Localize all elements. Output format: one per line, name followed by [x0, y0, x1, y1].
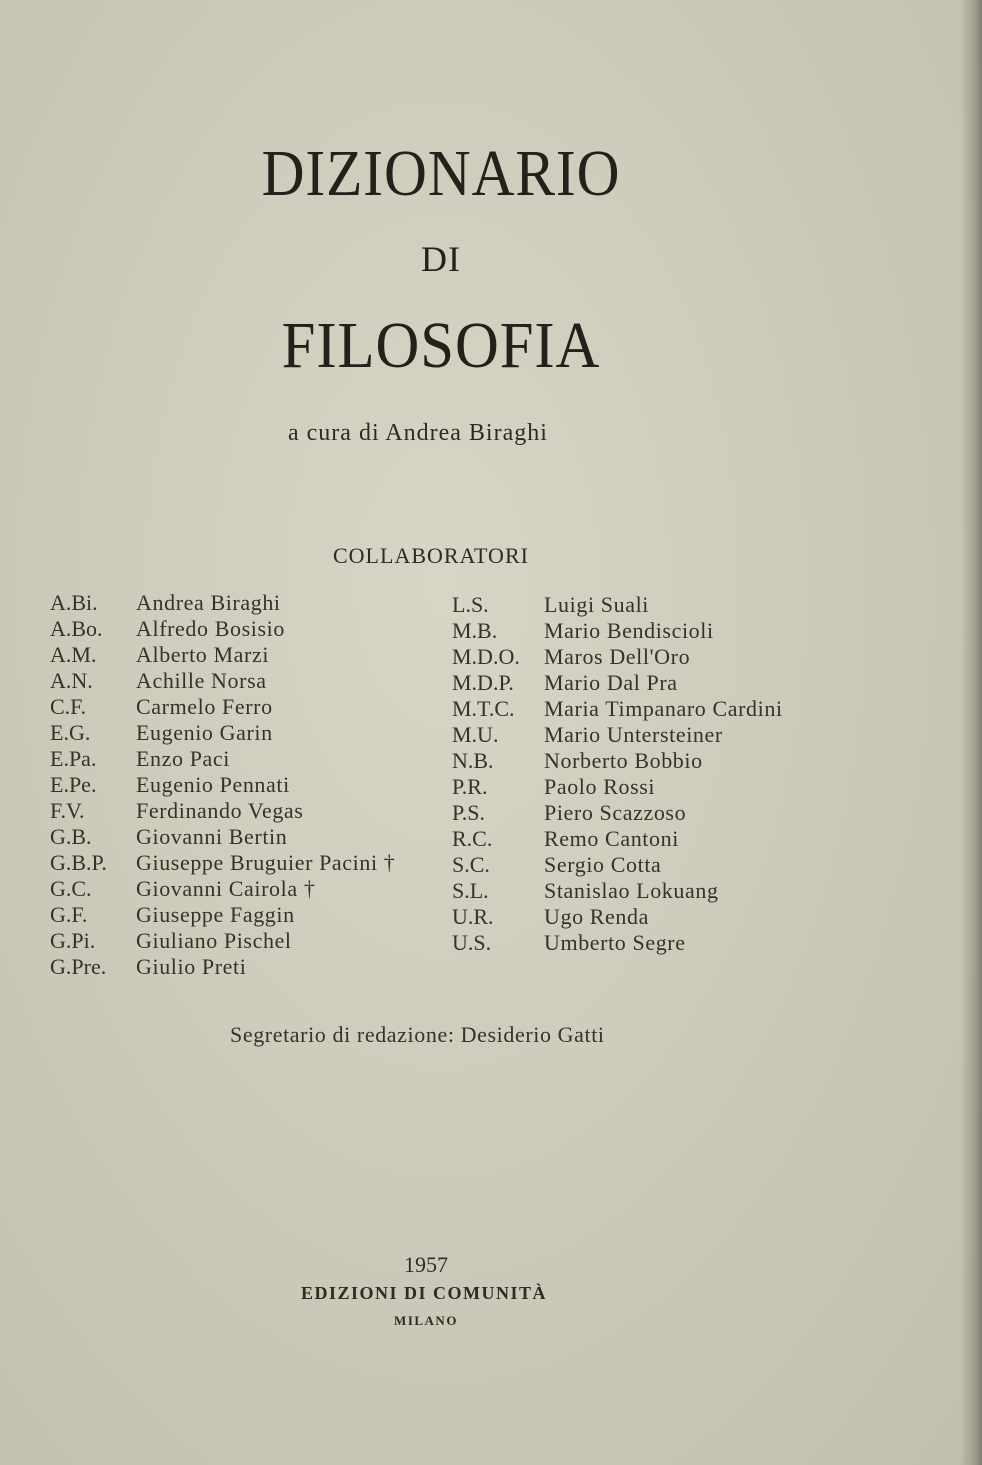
collaborator-row: [452, 852, 783, 878]
collaborator-row: [50, 954, 395, 980]
collaborator-name: Giuseppe Faggin: [136, 902, 295, 927]
collaborator-name: Maros Dell'Oro: [544, 644, 691, 669]
collaborator-name: Piero Scazzoso: [544, 800, 687, 825]
collaborator-abbr: E.Pe.: [50, 772, 97, 797]
collaborator-abbr: M.T.C.: [452, 696, 515, 721]
collaborator-abbr: G.C.: [50, 876, 92, 901]
collaborator-abbr: N.B.: [452, 748, 494, 773]
collaborator-name: Giulio Preti: [136, 954, 247, 979]
collaborator-abbr: S.C.: [452, 852, 490, 877]
collaborator-name: Giuseppe Bruguier Pacini †: [136, 850, 396, 875]
collaborator-row: [452, 592, 783, 618]
collaborator-row: [50, 876, 395, 902]
collaborator-row: [452, 748, 783, 774]
collaborator-row: [452, 774, 783, 800]
title-line-3: FILOSOFIA: [281, 309, 601, 382]
collaborator-abbr: E.Pa.: [50, 746, 97, 771]
collaborator-row: [50, 642, 395, 668]
collaborator-abbr: M.B.: [452, 618, 498, 643]
collaborator-abbr: R.C.: [452, 826, 493, 851]
collaborator-name: Enzo Paci: [136, 746, 230, 771]
collaborator-name: Mario Untersteiner: [544, 722, 723, 747]
collaborator-name: Giovanni Cairola †: [136, 876, 316, 901]
collaborator-row: [50, 694, 395, 720]
collaborator-row: [50, 850, 395, 876]
title-line-1: DIZIONARIO: [261, 137, 621, 210]
collaborator-abbr: E.G.: [50, 720, 91, 745]
collaborator-row: [50, 772, 395, 798]
collaborator-abbr: S.L.: [452, 878, 489, 903]
collaborator-row: [50, 824, 395, 850]
page-edge-shadow: [960, 0, 982, 1465]
collaborator-abbr: A.M.: [50, 642, 97, 667]
collaborator-row: [50, 928, 395, 954]
collaborator-name: Eugenio Garin: [136, 720, 273, 745]
collaborator-abbr: A.Bi.: [50, 590, 98, 615]
collaborator-abbr: G.Pre.: [50, 954, 107, 979]
collaborator-abbr: U.R.: [452, 904, 494, 929]
collaborator-name: Achille Norsa: [136, 668, 267, 693]
collaborator-abbr: G.F.: [50, 902, 88, 927]
collaborator-name: Luigi Suali: [544, 592, 649, 617]
collaborator-row: [452, 930, 783, 956]
collaborator-abbr: C.F.: [50, 694, 87, 719]
collaborators-right-column: [452, 592, 783, 956]
collaborator-row: [452, 878, 783, 904]
collaborator-name: Eugenio Pennati: [136, 772, 290, 797]
collaborator-row: [50, 590, 395, 616]
collaborator-abbr: P.S.: [452, 800, 486, 825]
collaborator-name: Stanislao Lokuang: [544, 878, 719, 903]
collaborator-abbr: A.N.: [50, 668, 93, 693]
collaborator-abbr: G.B.P.: [50, 850, 107, 875]
collaborator-name: Maria Timpanaro Cardini: [544, 696, 783, 721]
collaborator-name: Mario Dal Pra: [544, 670, 678, 695]
collaborator-name: Giovanni Bertin: [136, 824, 288, 849]
publication-city: MILANO: [394, 1313, 458, 1328]
collaborator-abbr: L.S.: [452, 592, 489, 617]
collaborator-abbr: P.R.: [452, 774, 488, 799]
collaborator-abbr: F.V.: [50, 798, 85, 823]
collaborator-name: Giuliano Pischel: [136, 928, 292, 953]
collaborator-row: [452, 644, 783, 670]
collaborator-name: Sergio Cotta: [544, 852, 662, 877]
collaborators-heading: COLLABORATORI: [333, 543, 529, 568]
collaborator-row: [50, 668, 395, 694]
collaborator-abbr: U.S.: [452, 930, 492, 955]
title-line-2: DI: [421, 239, 461, 279]
collaborator-row: [50, 616, 395, 642]
collaborator-abbr: M.D.P.: [452, 670, 514, 695]
collaborator-row: [50, 798, 395, 824]
collaborator-row: [452, 670, 783, 696]
collaborator-row: [452, 722, 783, 748]
collaborator-abbr: M.U.: [452, 722, 499, 747]
collaborator-row: [452, 826, 783, 852]
collaborator-name: Carmelo Ferro: [136, 694, 273, 719]
collaborator-row: [452, 696, 783, 722]
collaborator-name: Umberto Segre: [544, 930, 686, 955]
collaborator-row: [452, 618, 783, 644]
collaborator-row: [452, 904, 783, 930]
collaborator-name: Alberto Marzi: [136, 642, 270, 667]
publisher-name: EDIZIONI DI COMUNITÀ: [300, 1283, 548, 1303]
collaborator-row: [50, 902, 395, 928]
collaborator-name: Mario Bendiscioli: [544, 618, 714, 643]
collaborator-name: Alfredo Bosisio: [136, 616, 285, 641]
collaborator-name: Andrea Biraghi: [136, 590, 281, 615]
collaborator-name: Ferdinando Vegas: [136, 798, 304, 823]
collaborator-abbr: G.B.: [50, 824, 92, 849]
collaborator-name: Ugo Renda: [544, 904, 649, 929]
collaborator-name: Paolo Rossi: [544, 774, 656, 799]
collaborator-abbr: A.Bo.: [50, 616, 103, 641]
editorial-secretary: Segretario di redazione: Desiderio Gatti: [230, 1022, 605, 1047]
collaborator-row: [452, 800, 783, 826]
collaborator-abbr: M.D.O.: [452, 644, 520, 669]
publication-year: 1957: [404, 1252, 448, 1277]
collaborator-name: Norberto Bobbio: [544, 748, 703, 773]
editor-credit: a cura di Andrea Biraghi: [288, 420, 548, 446]
collaborator-name: Remo Cantoni: [544, 826, 679, 851]
collaborator-row: [50, 720, 395, 746]
collaborator-abbr: G.Pi.: [50, 928, 96, 953]
collaborators-left-column: [50, 590, 395, 980]
collaborator-row: [50, 746, 395, 772]
